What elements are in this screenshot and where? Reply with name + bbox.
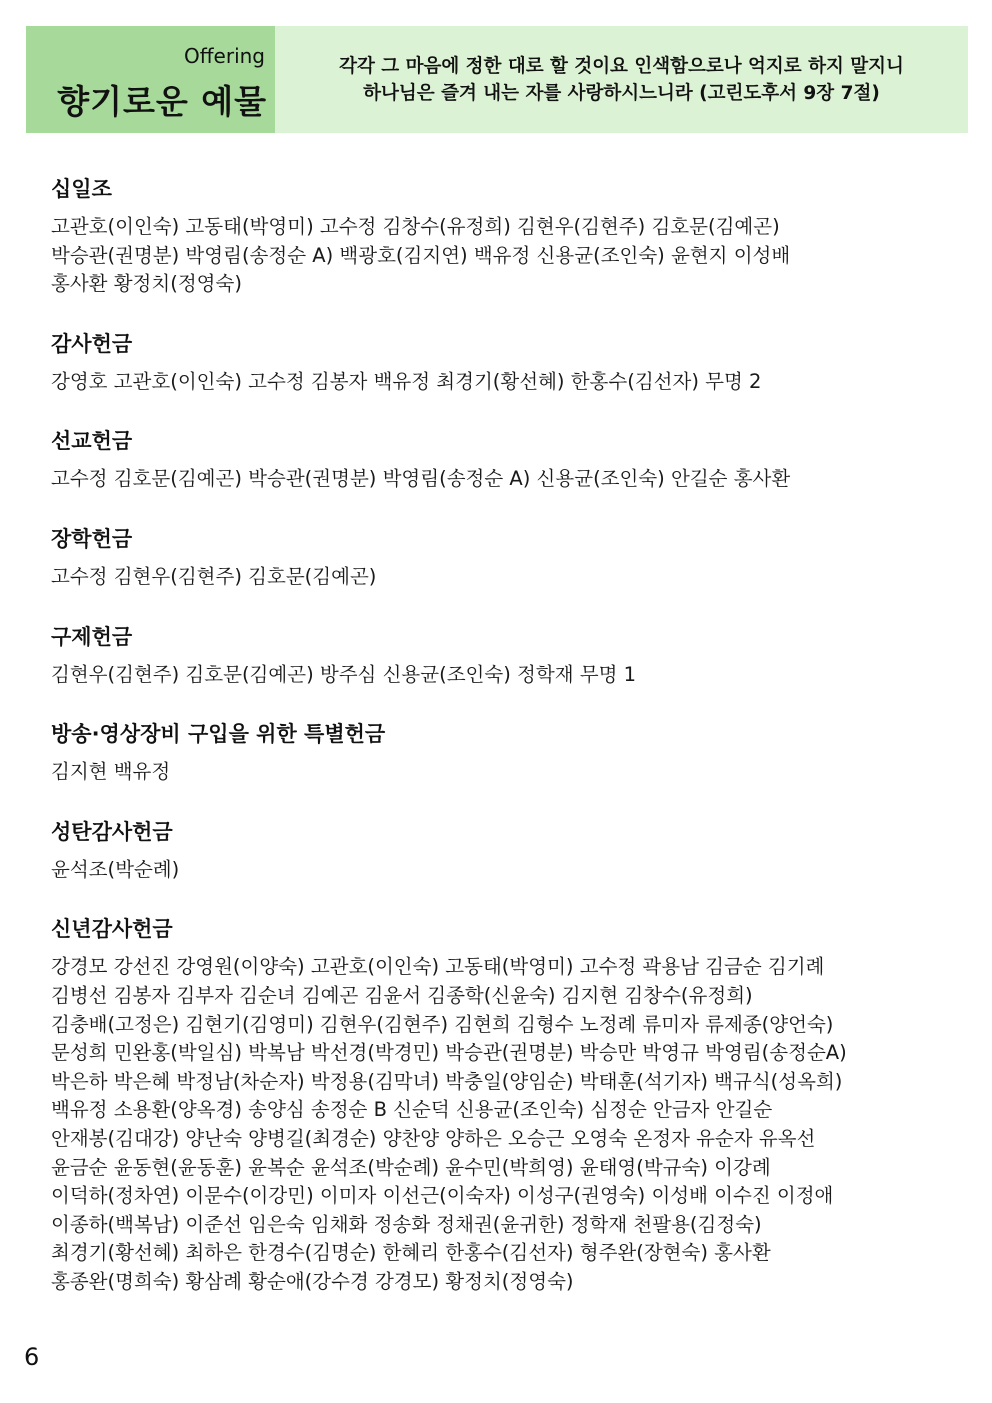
name-line: 문성희 민완홍(박일심) 박복남 박선경(박경민) 박승관(권명분) 박승만 박영규 박영림(송정순A) [51,1041,847,1065]
section-special-broadcast [51,715,951,787]
section-christmas [51,813,951,885]
name-line: 이덕하(정차연) 이문수(이강민) 이미자 이선근(이숙자) 이성구(권영숙) 이성배 이수진 이정애 [51,1184,834,1208]
page-header [26,26,968,133]
verse-line-2: 하나님은 즐겨 내는 자를 사랑하시느니라 (고린도후서 9장 7절) [363,82,880,104]
section-thanksgiving [51,325,951,397]
section-title: 선교헌금 [51,429,133,454]
section-title: 장학헌금 [51,526,133,551]
name-line: 고수정 김호문(김예곤) 박승관(권명분) 박영림(송정순 A) 신용균(조인숙) 안길순 홍사환 [51,467,791,491]
name-line: 강경모 강선진 강영원(이양숙) 고관호(이인숙) 고동태(박영미) 고수정 곽용남 김금순 김기례 [51,955,825,979]
section-title: 구제헌금 [51,624,133,649]
name-line: 고수정 김현우(김현주) 김호문(김예곤) [51,564,377,588]
section-title: 감사헌금 [51,331,133,356]
name-line: 최경기(황선혜) 최하은 한경수(김명순) 한혜리 한홍수(김선자) 형주완(장현숙) 홍사환 [51,1241,771,1265]
section-new-year [51,910,951,1296]
header-label-en: Offering [184,44,265,68]
section-title: 신년감사헌금 [51,917,173,942]
page-number: 6 [24,1343,40,1371]
name-line: 윤금순 윤동현(윤동훈) 윤복순 윤석조(박순례) 윤수민(박희영) 윤태영(박규숙) 이강례 [51,1155,771,1179]
section-mission [51,422,951,494]
name-line: 김지현 백유정 [51,760,171,784]
name-line: 홍종완(명희숙) 황삼례 황순애(강수경 강경모) 황정치(정영숙) [51,1269,574,1293]
section-tithe [51,170,951,299]
name-line: 박승관(권명분) 박영림(송정순 A) 백광호(김지연) 백유정 신용균(조인숙) 윤현지 이성배 [51,243,791,267]
header-verse-box [275,26,968,133]
section-relief [51,618,951,690]
section-title: 십일조 [51,177,112,201]
header-title-box [26,26,275,133]
name-line: 이종하(백복남) 이준선 임은숙 임채화 정송화 정채권(윤귀한) 정학재 천팔용(김정숙) [51,1212,762,1236]
name-line: 홍사환 황정치(정영숙) [51,272,242,296]
name-line: 고관호(이인숙) 고동태(박영미) 고수정 김창수(유정희) 김현우(김현주) 김호문(김예곤) [51,215,780,238]
section-scholarship [51,520,951,592]
name-line: 윤석조(박순례) [51,857,180,881]
section-title: 성탄감사헌금 [51,819,173,844]
verse-line-1: 각각 그 마음에 정한 대로 할 것이요 인색함으로나 억지로 하지 말지니 [339,55,904,77]
offering-list [51,170,951,1322]
section-title: 방송·영상장비 구입을 위한 특별헌금 [51,722,386,747]
name-line: 김충배(고정은) 김현기(김영미) 김현우(김현주) 김현희 김형수 노정례 류미자 류제종(양언숙) [51,1012,834,1036]
name-line: 안재봉(김대강) 양난숙 양병길(최경순) 양찬양 양하은 오승근 오영숙 온정자 유순자 유옥선 [51,1126,816,1150]
name-line: 김현우(김현주) 김호문(김예곤) 방주심 신용균(조인숙) 정학재 무명 1 [51,662,637,686]
header-label-ko: 향기로운 예물 [57,82,267,121]
name-line: 백유정 소용환(양옥경) 송양심 송정순 B 신순덕 신용균(조인숙) 심정순 안금자 안길순 [51,1098,773,1122]
name-line: 김병선 김봉자 김부자 김순녀 김예곤 김윤서 김종학(신윤숙) 김지현 김창수(유정희) [51,983,753,1007]
name-line: 강영호 고관호(이인숙) 고수정 김봉자 백유정 최경기(황선혜) 한홍수(김선자) 무명 2 [51,369,762,393]
name-line: 박은하 박은혜 박정남(차순자) 박정용(김막녀) 박충일(양임순) 박태훈(석기자) 백규식(성옥희) [51,1069,843,1093]
